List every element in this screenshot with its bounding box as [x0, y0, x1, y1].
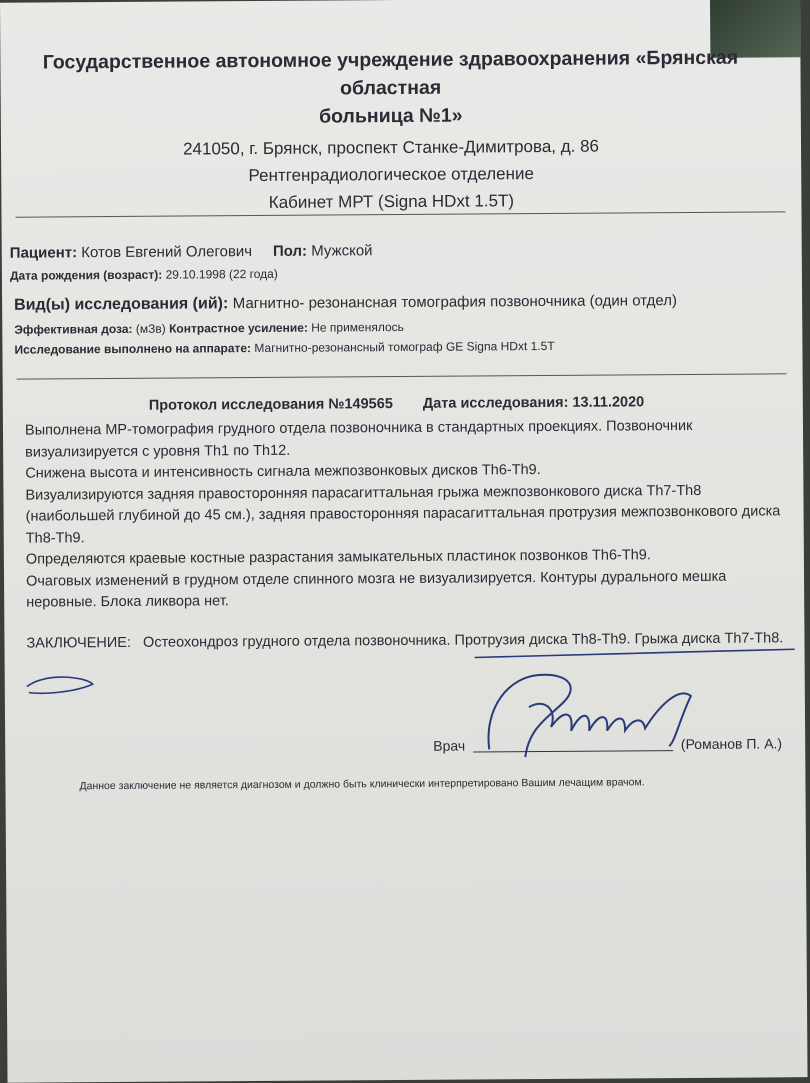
organization-name — [0, 43, 781, 132]
org-line-1: Государственное автономное учреждение здравоохранения «Брянская областная — [42, 46, 739, 100]
disclaimer: Данное заключение не является диагнозом и должно быть клинически интерпретировано Вашим лечащим врачом. — [79, 776, 645, 793]
cabinet: Кабинет МРТ (Signa HDxt 1.5T) — [268, 191, 515, 212]
finding-paragraph: Определяются краевые костные разрастания замыкательных пластинок позвонков Th6-Th9. — [25, 547, 651, 568]
finding-paragraph: Очаговых изменений в грудном отделе спинного мозга не визуализируется. Контуры дурального мешка неровные. Блока ликвора нет. — [25, 568, 727, 611]
dose-row — [14, 320, 404, 337]
protocol-number: Протокол исследования №149565 — [148, 396, 393, 414]
sex-label: Пол: — [272, 242, 308, 260]
device-row — [14, 339, 554, 357]
signature-line — [473, 750, 673, 752]
dob-row — [10, 267, 278, 283]
conclusion-label: ЗАКЛЮЧЕНИЕ: — [26, 634, 132, 652]
study-type-label: Вид(ы) исследования (ий): — [14, 295, 229, 314]
contrast-label: Контрастное усиление: — [169, 320, 308, 336]
dob-value: 29.10.1998 (22 года) — [165, 266, 278, 282]
finding-paragraph: Снижена высота и интенсивность сигнала межпозвонковых дисков Th6-Th9. — [25, 462, 541, 482]
conclusion-text-diagnosis: Остеохондроз грудного отдела позвоночника. — [142, 632, 451, 651]
department: Рентгенрадиологическое отделение — [248, 164, 535, 186]
finding-paragraph: Выполнена МР-томография грудного отдела позвоночника в стандартных проекциях. Позвоночник визуализируется с уровня Th1 по Th12. — [24, 417, 693, 461]
dose-value: (мЗв) — [135, 321, 166, 336]
study-type-row — [14, 292, 677, 315]
patient-row — [10, 242, 373, 262]
finding-paragraph: Визуализируются задняя правосторонняя парасагиттальная грыжа межпозвонкового диска Th7-Th8 (наибольшей глубиной до 45 см.), задняя правосторонняя парасагиттальная протрузия межпозвонкового диска Th8-Th9. — [25, 482, 781, 547]
sex-value: Мужской — [311, 242, 373, 260]
protocol-title — [149, 394, 644, 413]
patient-name: Котов Евгений Олегович — [81, 243, 253, 262]
report-header — [0, 43, 781, 217]
dose-label: Эффективная доза: — [14, 321, 133, 337]
org-line-2: больница №1» — [318, 104, 463, 128]
device-value: Магнитно-резонансный томограф GE Signa HDxt 1.5T — [254, 338, 555, 356]
doctor-name: (Романов П. А.) — [680, 735, 783, 753]
divider-middle — [17, 373, 787, 379]
doctor-label: Врач — [433, 737, 466, 754]
study-type-value: Магнитно- резонансная томография позвоночника (один отдел) — [232, 292, 678, 313]
address: 241050, г. Брянск, проспект Станке-Димитрова, д. 86 — [182, 136, 600, 159]
signature-row — [433, 735, 782, 753]
contrast-value: Не применялось — [311, 319, 404, 335]
study-date: Дата исследования: 13.11.2020 — [422, 394, 645, 412]
dob-label: Дата рождения (возраст): — [9, 267, 163, 283]
doctor-signature — [429, 665, 810, 778]
patient-label: Пациент: — [9, 244, 78, 262]
conclusion-text-findings: Протрузия диска Th8-Th9. Грыжа диска Th7-Th8. — [454, 630, 784, 649]
findings — [25, 415, 786, 614]
device-label: Исследование выполнено на аппарате: — [14, 341, 252, 357]
